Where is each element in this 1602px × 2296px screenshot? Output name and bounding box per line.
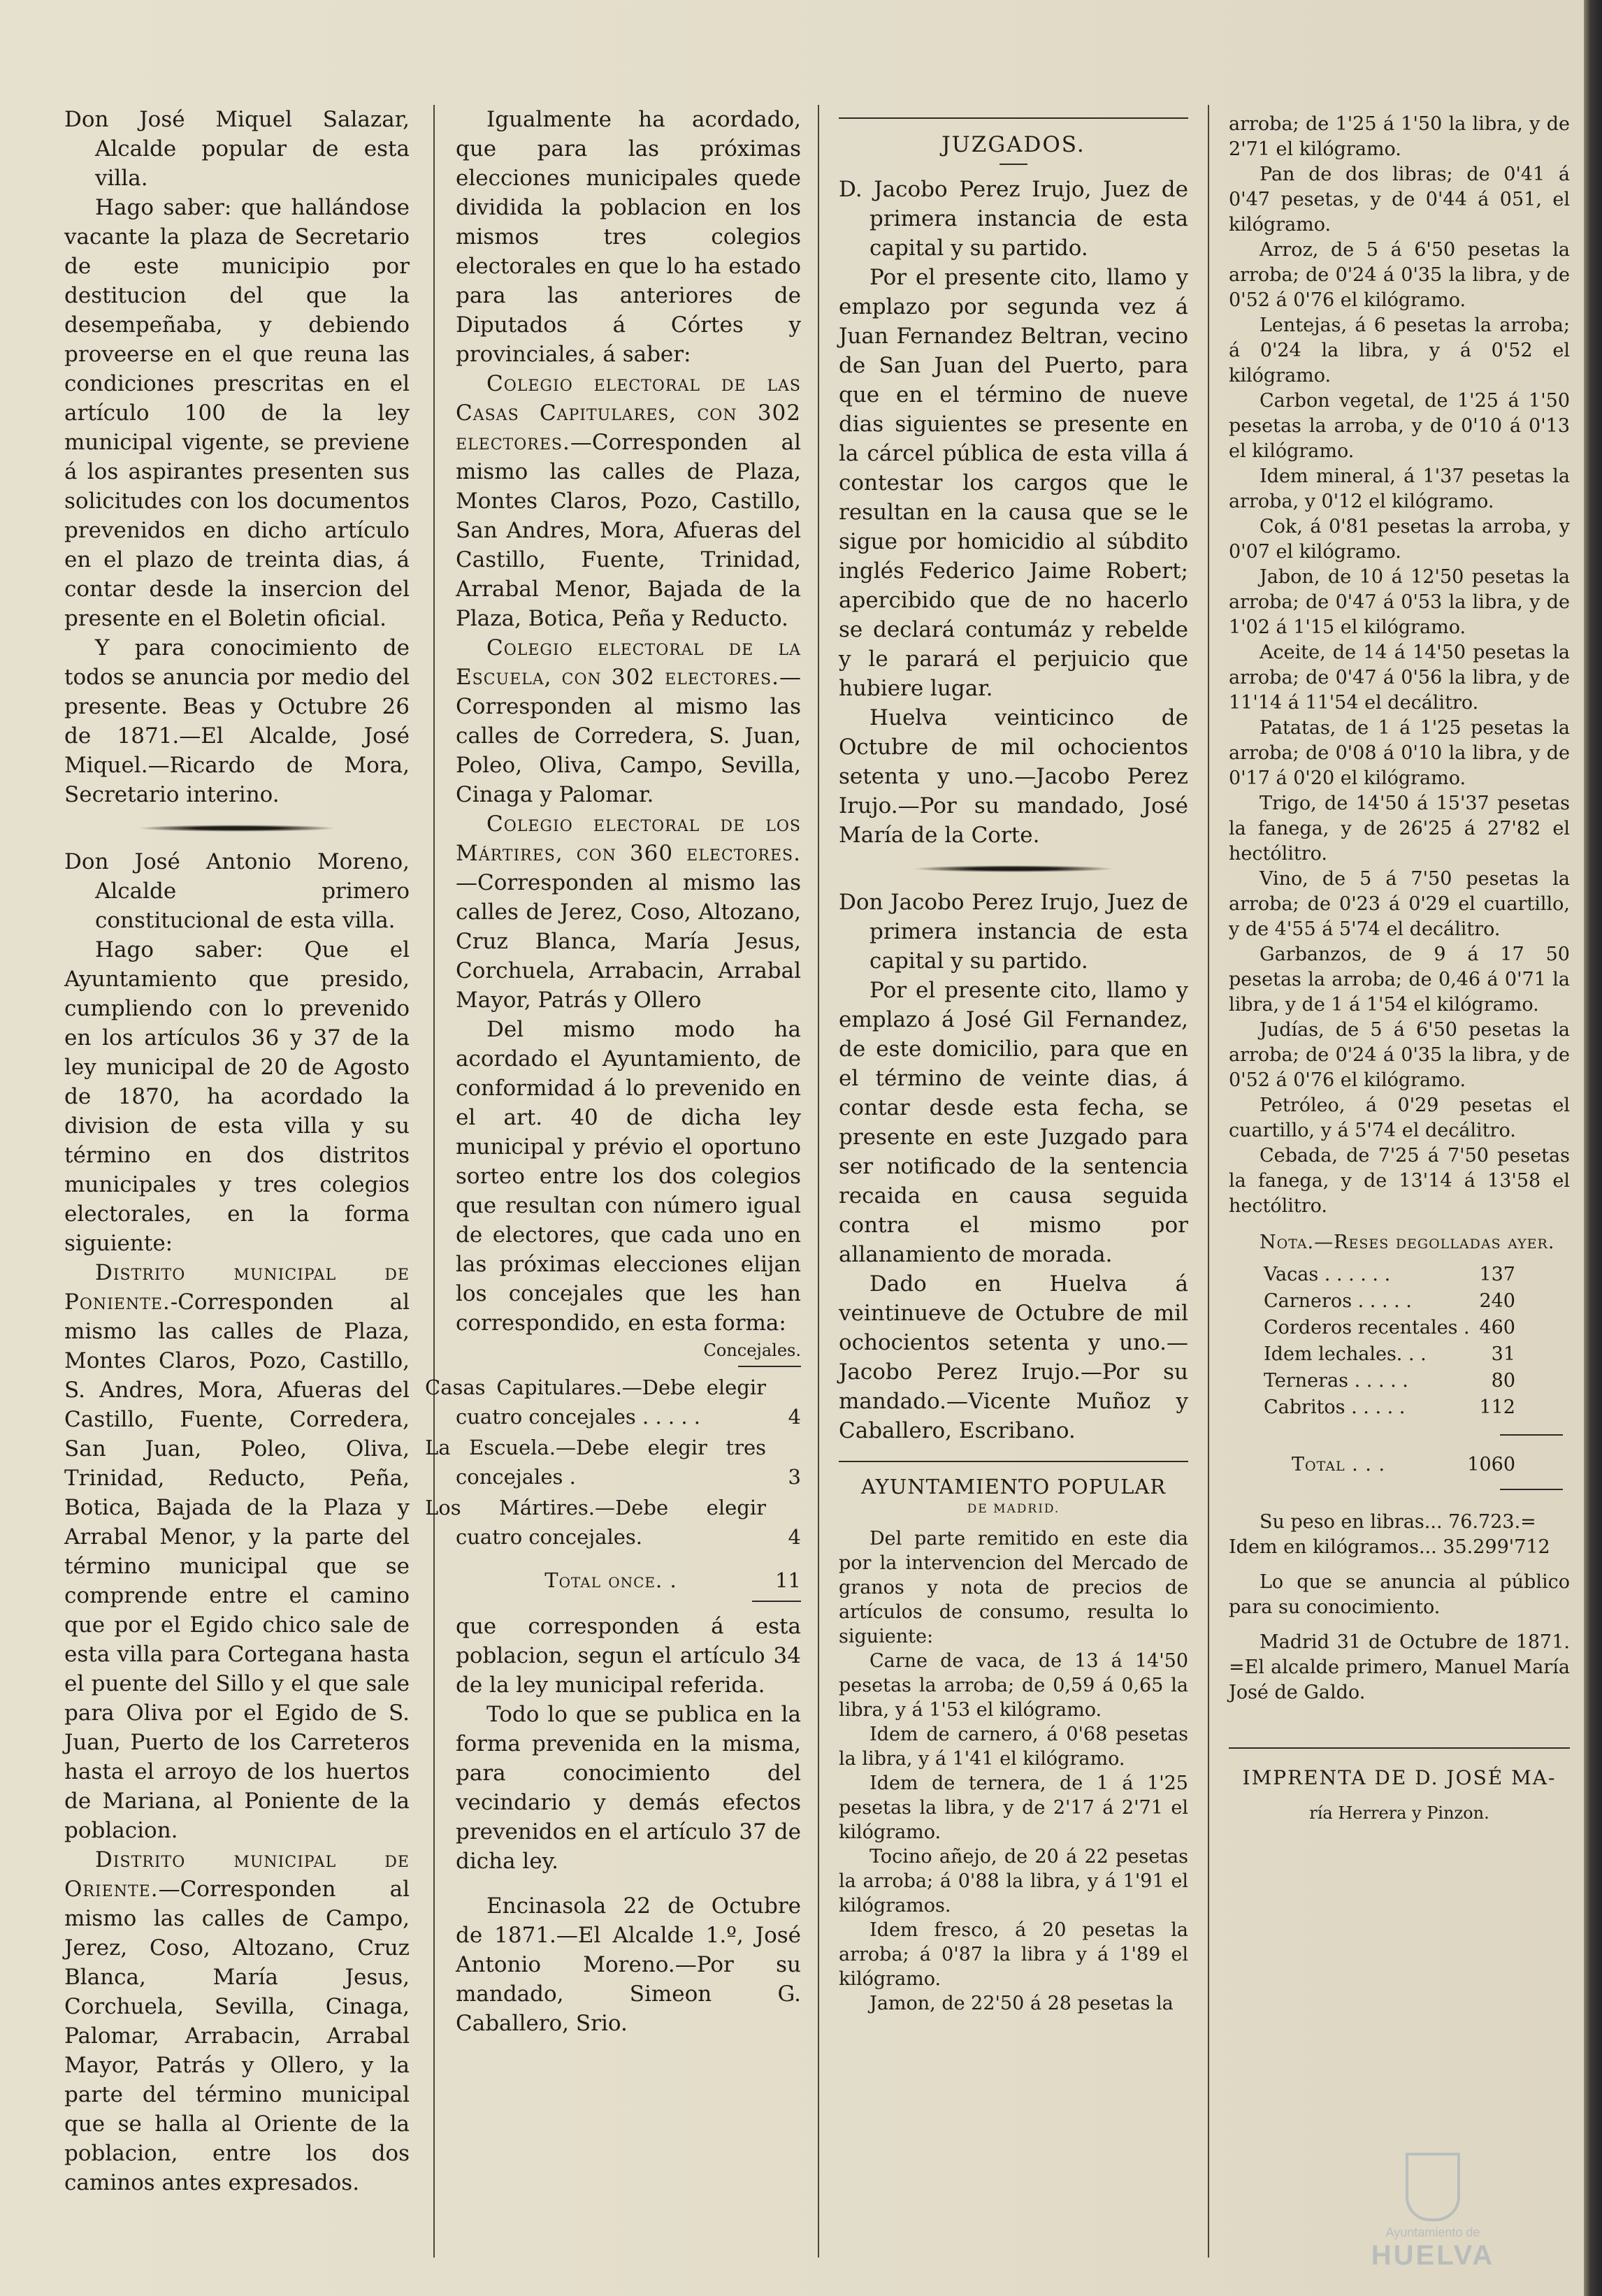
paragraph: Colegio electoral de la Escuela, con 302 electores.—Corresponden al mismo las calles de Corredera, S. Juan, Poleo, Oliva, Campo, Sevilla, Cinaga y Palomar. [456,635,801,807]
column-divider [818,105,819,2258]
signature-paragraph: Madrid 31 de Octubre de 1871. =El alcalde primero, Manuel María José de Galdo. [1229,1631,1570,1703]
column-2 [425,105,801,2038]
column-divider [433,105,435,2258]
weight-line: Idem en kilógramos... 35.299'712 [1229,1536,1550,1558]
rule [738,1366,801,1367]
table-total: Total . . . 1060 [1292,1454,1515,1475]
district-heading: Distrito municipal de Oriente. [64,1847,410,1902]
table-row: Cabritos . . . . . 112 [1264,1396,1515,1418]
ornament-divider [137,825,338,832]
livestock-table [1264,1262,1515,1422]
college-heading: Colegio electoral de las Casas Capitulares, con 302 electores. [456,371,801,455]
price-item: Arroz, de 5 á 6'50 pesetas la arroba; de 0'24 á 0'35 la libra, y de 0'52 á 0'76 el kilógramo. [1229,239,1570,311]
table-total: Total once. . 11 [544,1568,801,1592]
column-3 [839,105,1188,2016]
watermark-text: HUELVA [1371,2240,1495,2271]
table-row: Idem lechales. . . 31 [1264,1343,1515,1365]
price-item: Jamon, de 22'50 á 28 pesetas la [869,1993,1174,2014]
price-item: Petróleo, á 0'29 pesetas el cuartillo, y á 5'74 el decálitro. [1229,1095,1570,1141]
college-heading: Colegio electoral de los Mártires, con 360 electores. [456,811,801,866]
price-item: Idem de ternera, de 1 á 1'25 pesetas la libra, y de 2'17 á 2'71 el kilógramo. [839,1772,1188,1843]
livestock-total [1292,1452,1515,1479]
rule [1500,1434,1563,1436]
section-heading: AYUNTAMIENTO POPULAR [860,1475,1167,1499]
edict-header: Don José Miquel Salazar, Alcalde popular de esta villa. [64,107,410,191]
signature-paragraph: Encinasola 22 de Octubre de 1871.—El Alcalde 1.º, José Antonio Moreno.—Por su mandado, Simeon G. Caballero, Srio. [456,1893,801,2036]
edict-header: Don Jacobo Perez Irujo, Juez de primera instancia de esta capital y su partido. [839,890,1188,974]
table-row: Casas Capitulares.—Debe elegir cuatro concejales . . . . . 4 [425,1376,801,1429]
price-item: Pan de dos libras; de 0'41 á 0'47 pesetas, y de 0'44 á 051, el kilógramo. [1229,164,1570,236]
paragraph: Y para conocimiento de todos se anuncia por medio del presente. Beas y Octubre 26 de 1871.—El Alcalde, José Miquel.—Ricardo de Mora, Secretario interino. [64,635,410,807]
rule [1000,164,1027,165]
table-row: Carneros . . . . . 240 [1264,1290,1515,1312]
price-item: Cok, á 0'81 pesetas la arroba, y 0'07 el kilógramo. [1229,516,1570,563]
paragraph: Distrito municipal de Poniente.-Corresponden al mismo las calles de Plaza, Montes Claros, Pozo, Castillo, S. Andres, Mora, Afueras del Castillo, Fuente, Corredera, San Juan, Poleo, Oliva, Trinidad, Reducto, Peña, Botica, Bajada de la Plaza y Arrabal Menor, y la parte del término municipal que se comprende entre el camino que por el Egido chico sale de esta villa para Cortegana hasta el puente del Sillo y el que sale para Oliva por el Egido de S. Juan, Puerto de los Carreteros hasta el arroyo de los huertos de Mariana, al Poniente de la poblacion. [64,1260,410,1843]
paragraph: Huelva veinticinco de Octubre de mil ochocientos setenta y uno.—Jacobo Perez Irujo.—Por su mandado, José María de la Corte. [839,705,1188,848]
paragraph: Hago saber: que hallándose vacante la plaza de Secretario de este municipio por destitucion del que la desempeñaba, y debiendo proveerse en el que reuna las condiciones prescritas en el artículo 100 de la ley municipal vigente, se previene á los aspirantes presenten sus solicitudes con los documentos prevenidos en dicho artículo en el plazo de treinta dias, á contar desde la insercion del presente en el Boletin oficial. [64,195,410,631]
paragraph: Colegio electoral de las Casas Capitulares, con 302 electores.—Corresponden al mismo las calles de Plaza, Montes Claros, Pozo, Castillo, San Andres, Mora, Afueras del Castillo, Fuente, Trinidad, Arrabal Menor, Bajada de la Plaza, Botica, Peña y Reducto. [456,371,801,631]
paragraph: Distrito municipal de Oriente.—Corresponden al mismo las calles de Campo, Jerez, Coso, Altozano, Cruz Blanca, María Jesus, Corchuela, Sevilla, Cinaga, Palomar, Arrabacin, Arrabal Mayor, Patrás y Ollero, y la parte del término municipal que se halla al Oriente de la poblacion, entre los dos caminos antes expresados. [64,1847,410,2195]
paragraph: Del parte remitido en este dia por la intervencion del Mercado de granos y nota de precios de artículos de consumo, resulta lo siguiente: [839,1528,1188,1647]
price-item: Aceite, de 14 á 14'50 pesetas la arroba; de 0'47 á 0'56 la libra, y de 11'14 á 11'54 el decálitro. [1229,642,1570,714]
watermark-text: Ayuntamiento de [1385,2225,1480,2239]
edict-header: D. Jacobo Perez Irujo, Juez de primera instancia de esta capital y su partido. [839,177,1188,261]
price-item: Vino, de 5 á 7'50 pesetas la arroba; de 0'23 á 0'29 el cuartillo, y de 4'55 á 5'74 el decálitro. [1229,868,1570,940]
paragraph: Igualmente ha acordado, que para las próximas elecciones municipales quede dividida la poblacion en los mismos tres colegios electorales en que lo ha estado para las anteriores de Diputados á Córtes y provinciales, á saber: [456,107,801,367]
column-4 [1229,112,1570,1826]
paragraph: que corresponden á esta poblacion, segun el artículo 34 de la ley municipal referida. [456,1614,801,1698]
table-header: Concejales. [703,1341,801,1360]
archive-watermark [1328,2153,1538,2272]
edict-header: Don José Antonio Moreno, Alcalde primero constitucional de esta villa. [64,849,410,933]
councillor-table [425,1373,801,1596]
paragraph: Por el presente cito, llamo y emplazo á José Gil Fernandez, de este domicilio, para que en el término de veinte dias, á contar desde esta fecha, se presente en este Juzgado para ser notificado de la sentencia recaida en causa seguida contra el mismo por allanamiento de morada. [839,978,1188,1267]
price-item: Carne de vaca, de 13 á 14'50 pesetas la arroba; de 0,59 á 0,65 la libra, y á 1'53 el kilógramo. [839,1650,1188,1721]
price-item: Jabon, de 10 á 12'50 pesetas la arroba; de 0'47 á 0'53 la libra, y de 1'02 á 1'15 el kilógramo. [1229,566,1570,638]
paragraph: Del mismo modo ha acordado el Ayuntamiento, de conformidad á lo prevenido en el art. 40 de dicha ley municipal y prévio el oportuno sorteo entre los dos colegios que resultan con número igual de electores, que cada uno en las próximas elecciones elijan los concejales que les han correspondido, en esta forma: [456,1017,801,1336]
ornament-divider [912,865,1115,872]
imprint-line: ría Herrera y Pinzon. [1309,1803,1489,1823]
rule [752,1601,801,1602]
column-divider [1208,105,1209,2258]
weight-line: Su peso en libras... 76.723.= [1260,1511,1536,1533]
price-item: Idem mineral, á 1'37 pesetas la arroba, y 0'12 el kilógramo. [1229,465,1570,512]
paragraph: Hago saber: Que el Ayuntamiento que presido, cumpliendo con lo prevenido en los artículos 36 y 37 de la ley municipal de 20 de Agosto de 1870, ha acordado la division de esta villa y su término en dos distritos municipales y tres colegios electorales, en la forma siguiente: [64,937,410,1256]
table-row: Vacas . . . . . . 137 [1264,1264,1515,1285]
price-list [839,1526,1188,2016]
paragraph: Colegio electoral de los Mártires, con 360 electores.—Corresponden al mismo las calles de Jerez, Coso, Altozano, Cruz Blanca, María Jesus, Corchuela, Arrabacin, Arrabal Mayor, Patrás y Ollero [456,811,801,1013]
rule [1229,1747,1570,1749]
table-row: Terneras . . . . . 80 [1264,1370,1515,1392]
price-item: Garbanzos, de 9 á 17 50 pesetas la arroba; de 0,46 á 0'71 la libra, y de 1 á 1'54 el kilógramo. [1229,944,1570,1016]
section-subheading: DE MADRID. [967,1502,1060,1516]
price-item: Idem de carnero, á 0'68 pesetas la libra, y á 1'41 el kilógramo. [839,1724,1188,1770]
paragraph: Todo lo que se publica en la forma prevenida en la misma, para conocimiento del vecindario y demás efectos prevenidos en el artículo 37 de dicha ley. [456,1702,801,1874]
price-item: Carbon vegetal, de 1'25 á 1'50 pesetas la arroba, y de 0'10 á 0'13 el kilógramo. [1229,390,1570,462]
price-item: Tocino añejo, de 20 á 22 pesetas la arroba; á 0'88 la libra, y á 1'91 el kilógramos. [839,1846,1188,1916]
paragraph: Por el presente cito, llamo y emplazo por segunda vez á Juan Fernandez Beltran, vecino de San Juan del Puerto, para que en el término de nueve dias siguientes se presente en la cárcel pública de esta villa á contestar los cargos que le resultan en la causa que se le sigue por homicidio al súbdito inglés Federico Jaime Robert; apercibido que de no hacerlo se declará contumáz y rebelde y le parará el perjuicio que hubiere lugar. [839,265,1188,701]
column-1 [64,105,410,2197]
table-row: La Escuela.—Debe elegir tres concejales . 3 [425,1436,801,1489]
coat-of-arms-icon [1406,2153,1460,2221]
price-item: Idem fresco, á 20 pesetas la arroba; á 0'87 la libra y á 1'89 el kilógramo. [839,1919,1188,1990]
price-item: Cebada, de 7'25 á 7'50 pesetas la fanega, y de 13'14 á 13'58 el hectólitro. [1229,1145,1570,1217]
price-item: Trigo, de 14'50 á 15'37 pesetas la fanega, y de 26'25 á 27'82 el hectólitro. [1229,793,1570,865]
price-item: Patatas, de 1 á 1'25 pesetas la arroba; de 0'08 á 0'10 la libra, y de 0'17 á 0'20 el kilógramo. [1229,717,1570,789]
table-row: Corderos recentales . 460 [1264,1317,1515,1338]
college-heading: Colegio electoral de la Escuela, con 302 electores. [456,635,801,690]
section-heading: JUZGADOS. [941,132,1085,157]
imprint-line: IMPRENTA DE D. JOSÉ MA- [1242,1766,1557,1789]
page-edge [1584,0,1602,2296]
price-item: Lentejas, á 6 pesetas la arroba; á 0'24 la libra, y á 0'52 el kilógramo. [1229,315,1570,387]
price-item: arroba; de 1'25 á 1'50 la libra, y de 2'71 el kilógramo. [1229,113,1570,160]
rule [1500,1489,1563,1490]
table-row: Los Mártires.—Debe elegir cuatro concejales. 4 [425,1496,801,1549]
district-heading: Distrito municipal de Poniente. [64,1260,410,1315]
price-item: Judías, de 5 á 6'50 pesetas la arroba; de 0'24 á 0'35 la libra, y de 0'52 á 0'76 el kilógramo. [1229,1019,1570,1091]
note-heading: Nota.—Reses degolladas ayer. [1260,1232,1555,1253]
rule [839,117,1188,119]
rule [839,1461,1188,1462]
paragraph: Dado en Huelva á veintinueve de Octubre de mil ochocientos setenta y uno.—Jacobo Perez Irujo.—Por su mandado.—Vicente Muñoz y Caballero, Escribano. [839,1271,1188,1443]
paragraph: Lo que se anuncia al público para su conocimiento. [1229,1571,1570,1618]
